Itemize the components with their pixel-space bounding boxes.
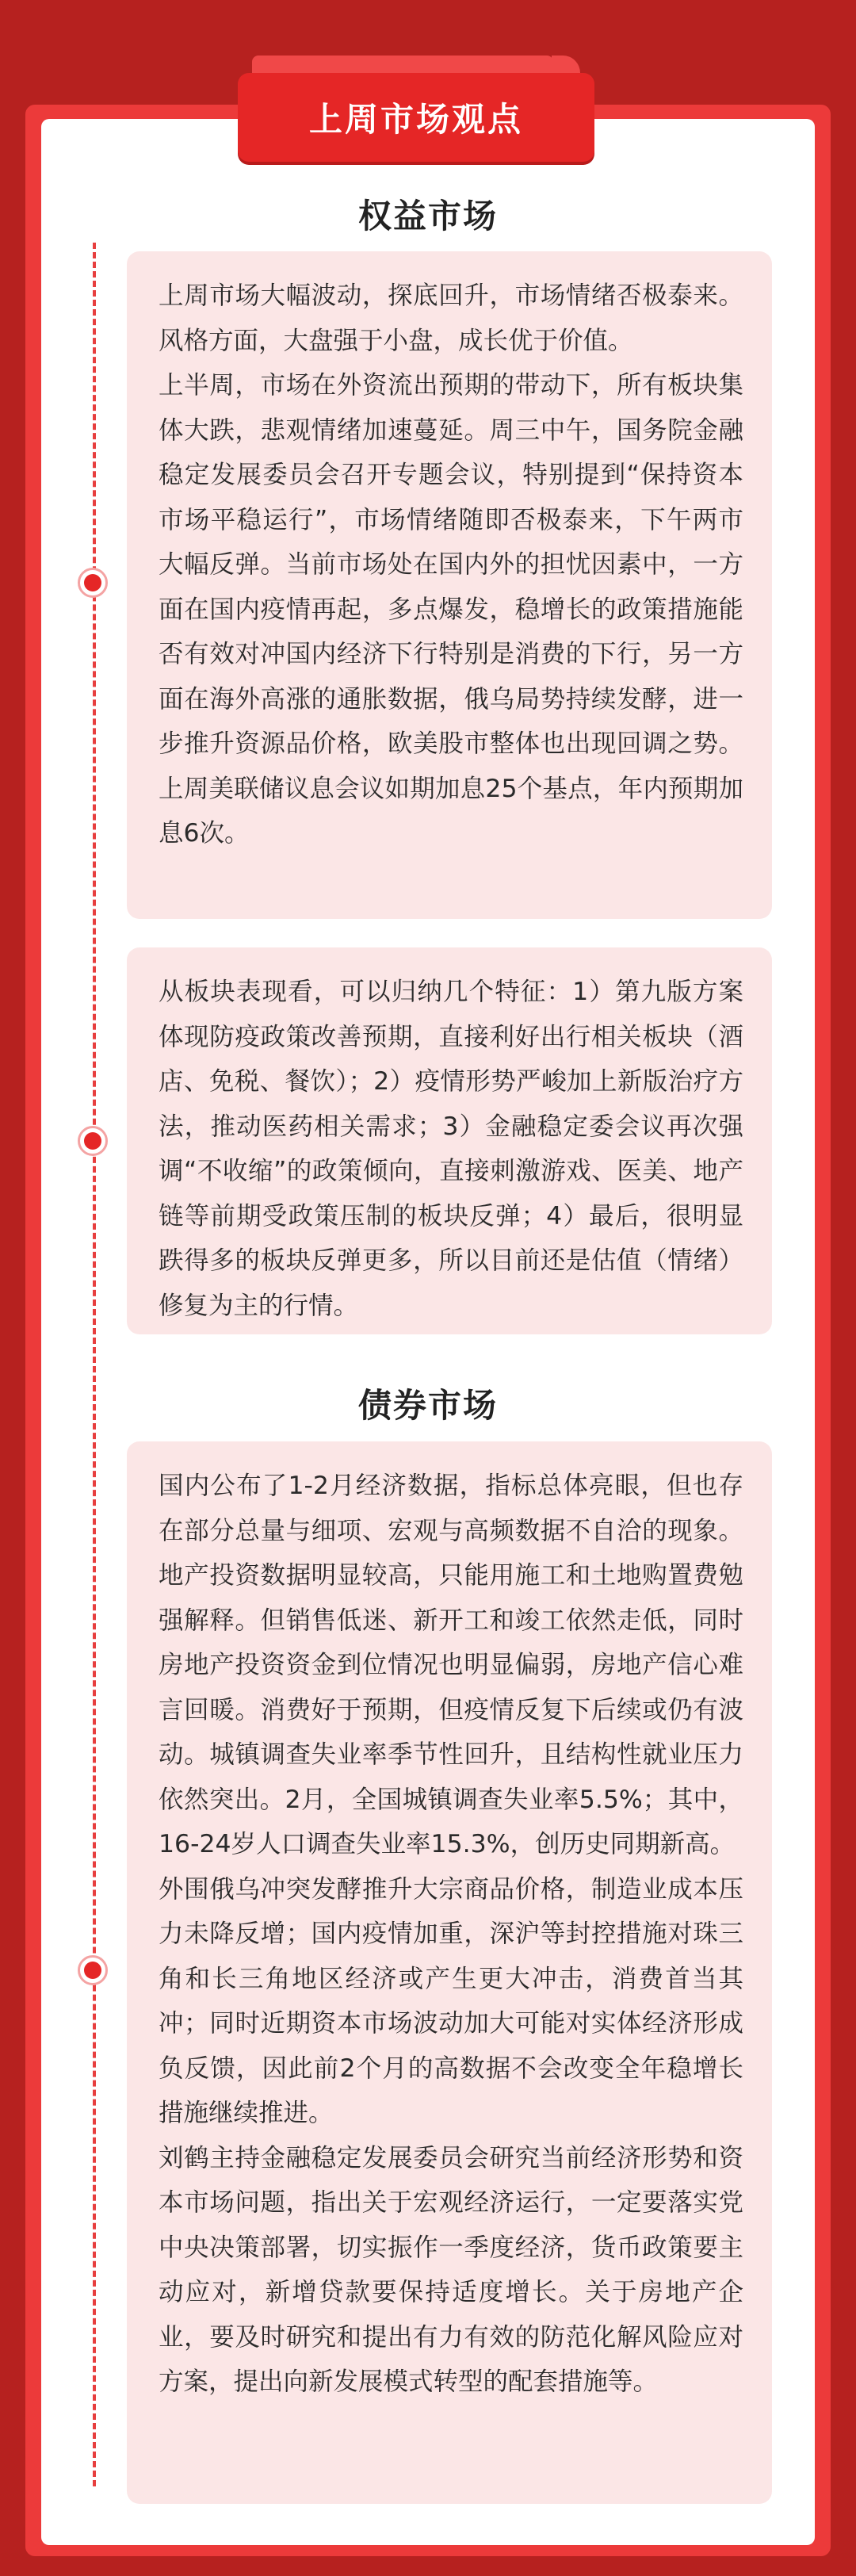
timeline-dot-icon (78, 1955, 108, 1985)
bond-text-box (127, 1441, 772, 2504)
equity-text-box-2 (127, 947, 772, 1334)
paragraph: 从板块表现看，可以归纳几个特征：1）第九版方案体现防疫政策改善预期，直接利好出行相关板块（酒店、免税、餐饮）；2）疫情形势严峻加上新版治疗方法，推动医药相关需求；3）金融稳定委会议再次强调“不收缩”的政策倾向，直接刺激游戏、医美、地产链等前期受政策压制的板块反弹；4）最后，很明显跌得多的板块反弹更多，所以目前还是估值（情绪）修复为主的行情。 (159, 978, 743, 1320)
paragraph: 上周市场大幅波动，探底回升，市场情绪否极泰来。风格方面，大盘强于小盘，成长优于价值。 (159, 281, 743, 355)
paragraph: 上半周，市场在外资流出预期的带动下，所有板块集体大跌，悲观情绪加速蔓延。周三中午，国务院金融稳定发展委员会召开专题会议，特别提到“保持资本市场平稳运行”，市场情绪随即否极泰来，下午两市大幅反弹。当前市场处在国内外的担忧因素中，一方面在国内疫情再起，多点爆发，稳增长的政策措施能否有效对冲国内经济下行特别是消费的下行，另一方面在海外高涨的通胀数据，俄乌局势持续发酵，进一步推升资源品价格，欧美股市整体也出现回调之势。上周美联储议息会议如期加息25个基点，年内预期加息6次。 (159, 371, 743, 848)
paragraph: 国内公布了1-2月经济数据，指标总体亮眼，但也存在部分总量与细项、宏观与高频数据不自洽的现象。地产投资数据明显较高，只能用施工和土地购置费勉强解释。但销售低迷、新开工和竣工依然走低，同时房地产投资资金到位情况也明显偏弱，房地产信心难言回暖。消费好于预期，但疫情反复下后续或仍有波动。城镇调查失业率季节性回升，且结构性就业压力依然突出。2月，全国城镇调查失业率5.5%；其中，16-24岁人口调查失业率15.3%，创历史同期新高。 (159, 1472, 743, 1858)
section-title-equity: 权益市场 (357, 197, 498, 235)
paragraph: 刘鹤主持金融稳定发展委员会研究当前经济形势和资本市场问题，指出关于宏观经济运行，一定要落实党中央决策部署，切实振作一季度经济，货币政策要主动应对，新增贷款要保持适度增长。关于房地产企业，要及时研究和提出有力有效的防范化解风险应对方案，提出向新发展模式转型的配套措施等。 (159, 2143, 743, 2396)
equity-text-box-1 (127, 251, 772, 919)
page-title: 上周市场观点 (308, 100, 523, 139)
section-title-bond: 债券市场 (357, 1386, 498, 1425)
paragraph: 外围俄乌冲突发酵推升大宗商品价格，制造业成本压力未降反增；国内疫情加重，深沪等封控措施对珠三角和长三角地区经济或产生更大冲击，消费首当其冲；同时近期资本市场波动加大可能对实体经济形成负反馈，因此前2个月的高数据不会改变全年稳增长措施继续推进。 (159, 1874, 743, 2127)
page-title-banner (238, 73, 594, 162)
timeline-dot-icon (78, 1126, 108, 1156)
timeline-dot-icon (78, 568, 108, 598)
